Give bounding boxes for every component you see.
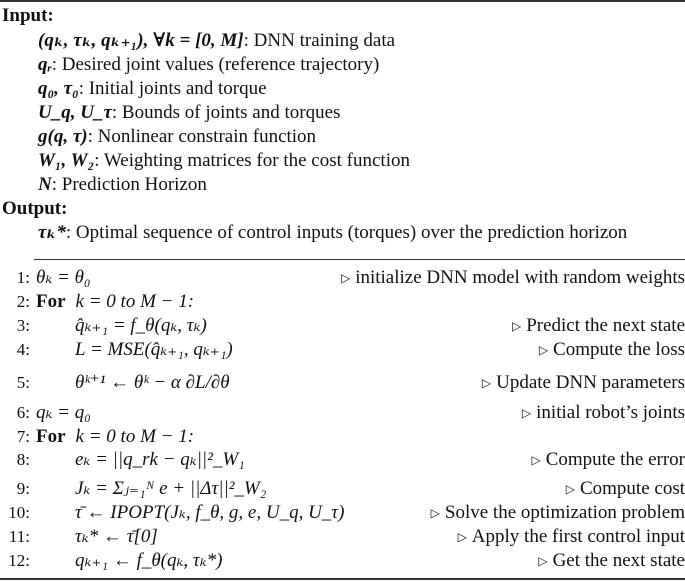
algorithm-step — [0, 314, 685, 338]
algorithm-step — [0, 266, 685, 290]
comment-text: Compute the loss — [553, 339, 685, 360]
bottom-rule — [0, 578, 685, 580]
comment-triangle-icon: ▷ — [565, 482, 575, 496]
comment-text: Solve the optimization problem — [444, 502, 685, 523]
step-math: k = 0 to M − 1: — [75, 291, 195, 312]
step-math: eₖ = ||q_rk − qₖ||²_W₁ — [75, 449, 245, 470]
input-description: : Weighting matrices for the cost function — [94, 150, 410, 171]
step-math: qₖ₊₁ ← f_θ(qₖ, τₖ*) — [75, 550, 223, 571]
step-code — [36, 401, 91, 425]
input-description: : DNN training data — [243, 30, 396, 51]
output-item — [38, 221, 685, 245]
comment-triangle-icon: ▷ — [340, 271, 351, 285]
algorithm-step — [0, 290, 685, 314]
step-math: Jₖ = Σⱼ₌₁ᴺ e + ||Δτ||²_W₂ — [75, 478, 267, 499]
input-item — [38, 101, 685, 125]
input-symbol: q₀, τ₀ — [38, 78, 79, 99]
step-comment — [512, 314, 685, 338]
line-number: 9: — [16, 479, 30, 498]
step-code — [36, 290, 194, 314]
input-description: : Prediction Horizon — [51, 174, 207, 195]
line-number: 5: — [16, 373, 30, 392]
algorithm-step — [0, 501, 685, 525]
input-symbol: U_q, U_τ — [38, 102, 112, 123]
step-code — [75, 371, 230, 395]
input-item — [38, 77, 685, 101]
step-math: θₖ = θ₀ — [36, 267, 91, 288]
step-math: τ̄ ← IPOPT(Jₖ, f_θ, g, e, U_q, U_τ) — [75, 502, 345, 523]
input-heading: Input: — [2, 5, 54, 26]
step-code — [75, 477, 266, 501]
comment-text: Apply the first control input — [471, 526, 685, 547]
comment-triangle-icon: ▷ — [457, 530, 467, 544]
comment-triangle-icon: ▷ — [538, 554, 548, 568]
step-comment — [431, 501, 685, 525]
step-comment — [458, 525, 685, 549]
input-description: : Bounds of joints and torques — [111, 102, 341, 123]
line-number: 12: — [8, 551, 30, 570]
comment-text: Compute the error — [545, 449, 685, 470]
comment-triangle-icon: ▷ — [538, 343, 549, 357]
algorithm-step — [0, 448, 685, 472]
output-heading: Output: — [2, 198, 68, 219]
line-number: 7: — [16, 427, 30, 446]
input-description: : Nonlinear constrain function — [87, 126, 317, 147]
input-item — [38, 125, 685, 149]
step-math: θᵏ⁺¹ ← θᵏ − α ∂L/∂θ — [75, 372, 230, 393]
step-code — [75, 525, 158, 549]
input-symbol: (qₖ, τₖ, qₖ₊₁), ∀k = [0, M] — [38, 30, 244, 51]
input-description: : Desired joint values (reference trajectory) — [51, 54, 380, 75]
line-number: 4: — [16, 340, 30, 359]
input-description: : Initial joints and torque — [78, 78, 267, 99]
keyword-for: For — [36, 426, 66, 447]
algorithm-step — [0, 401, 685, 425]
line-number: 1: — [16, 268, 30, 287]
input-symbol: N — [38, 174, 52, 195]
keyword-for: For — [36, 291, 66, 312]
step-code — [75, 501, 344, 525]
comment-triangle-icon: ▷ — [521, 406, 532, 420]
algorithm-step — [0, 549, 685, 573]
algorithm-step — [0, 371, 685, 395]
line-number: 11: — [8, 527, 30, 546]
line-number: 8: — [16, 450, 30, 469]
line-number: 3: — [16, 316, 30, 335]
top-rule — [0, 0, 685, 2]
step-code — [75, 314, 207, 338]
input-symbol: qᵣ — [38, 54, 52, 75]
step-math: k = 0 to M − 1: — [75, 426, 195, 447]
step-comment — [538, 549, 685, 573]
algorithm-step — [0, 338, 685, 362]
step-code — [36, 425, 194, 449]
algorithm-step — [0, 525, 685, 549]
line-number: 10: — [8, 503, 30, 522]
input-item — [38, 29, 685, 53]
comment-triangle-icon: ▷ — [481, 376, 492, 390]
input-item — [38, 149, 685, 173]
step-comment — [531, 448, 685, 472]
line-number: 6: — [16, 403, 30, 422]
step-comment — [482, 371, 685, 395]
line-number: 2: — [16, 292, 30, 311]
comment-text: Get the next state — [552, 550, 685, 571]
input-item — [38, 173, 685, 197]
step-math: q̂ₖ₊₁ = f_θ(qₖ, τₖ) — [75, 315, 207, 336]
input-item — [38, 53, 685, 77]
comment-triangle-icon: ▷ — [430, 506, 440, 520]
comment-triangle-icon: ▷ — [511, 319, 522, 333]
step-math: τₖ* ← τ̄[0] — [75, 526, 158, 547]
comment-text: Compute cost — [579, 478, 685, 499]
step-code — [75, 448, 245, 472]
comment-text: initial robot’s joints — [536, 402, 685, 423]
output-description: : Optimal sequence of control inputs (torques) over the prediction horizon — [65, 222, 628, 243]
input-symbol: W₁, W₂ — [38, 150, 95, 171]
step-code — [36, 266, 91, 290]
comment-text: Predict the next state — [526, 315, 685, 336]
step-comment — [522, 401, 685, 425]
input-symbol: g(q, τ) — [38, 126, 88, 147]
algorithm-step — [0, 477, 685, 501]
separator-rule — [34, 259, 685, 260]
comment-text: initialize DNN model with random weights — [355, 267, 685, 288]
step-comment — [539, 338, 685, 362]
step-math: qₖ = q₀ — [36, 402, 91, 423]
output-symbol: τₖ* — [38, 222, 66, 243]
step-code — [75, 549, 223, 573]
algorithm-step — [0, 425, 685, 449]
comment-triangle-icon: ▷ — [531, 453, 541, 467]
step-comment — [566, 477, 685, 501]
step-comment — [341, 266, 685, 290]
step-code — [75, 338, 233, 362]
comment-text: Update DNN parameters — [496, 372, 685, 393]
step-math: L = MSE(q̂ₖ₊₁, qₖ₊₁) — [75, 339, 233, 360]
